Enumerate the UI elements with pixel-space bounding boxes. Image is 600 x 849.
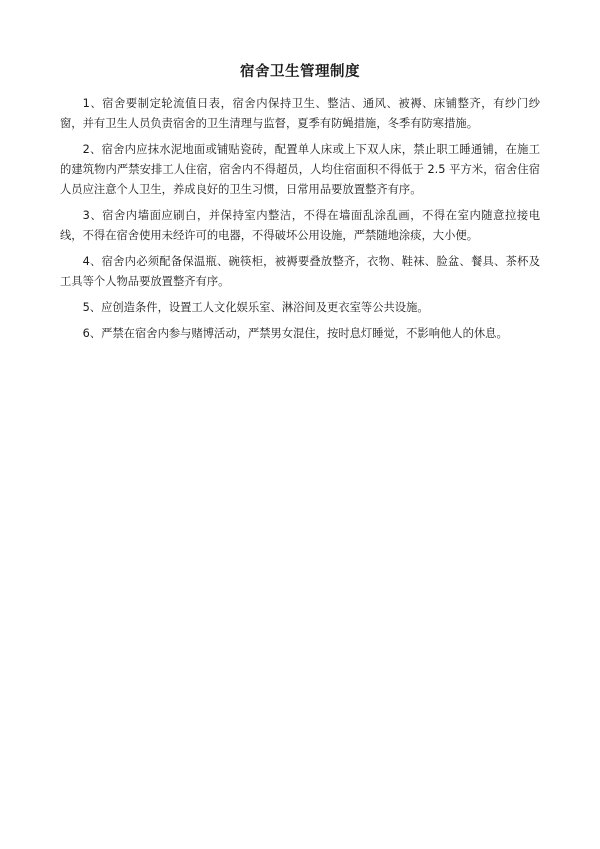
paragraph-3: 3、宿舍内墙面应刷白，并保持室内整洁，不得在墙面乱涂乱画，不得在室内随意拉接电线，不得在宿舍使用未经许可的电器，不得破坏公用设施，严禁随地涂痰，大小便。 xyxy=(60,209,540,242)
paragraph-5: 5、应创造条件，设置工人文化娱乐室、淋浴间及更衣室等公共设施。 xyxy=(82,301,429,314)
document-page xyxy=(60,62,540,350)
paragraph-6: 6、严禁在宿舍内参与赌博活动，严禁男女混住，按时息灯睡觉，不影响他人的休息。 xyxy=(82,327,508,340)
paragraph-1: 1、宿舍要制定轮流值日表，宿舍内保持卫生、整洁、通风、被褥、床铺整齐，有纱门纱窗，并有卫生人员负责宿舍的卫生清理与监督，夏季有防蝇措施，冬季有防寒措施。 xyxy=(60,97,540,130)
paragraph-2: 2、宿舍内应抹水泥地面或铺贴瓷砖，配置单人床或上下双人床，禁止职工睡通铺，在施工的建筑物内严禁安排工人住宿，宿舍内不得超员，人均住宿面积不得低于 2.5 平方米，宿舍住宿人员应注意个人卫生，养成良好的卫生习惯，日常用品要放置整齐有序。 xyxy=(60,143,540,196)
paragraph-4: 4、宿舍内必须配备保温瓶、碗筷柜，被褥要叠放整齐，衣物、鞋袜、脸盆、餐具、茶杯及工具等个人物品要放置整齐有序。 xyxy=(60,255,540,288)
document-title: 宿舍卫生管理制度 xyxy=(240,64,360,80)
